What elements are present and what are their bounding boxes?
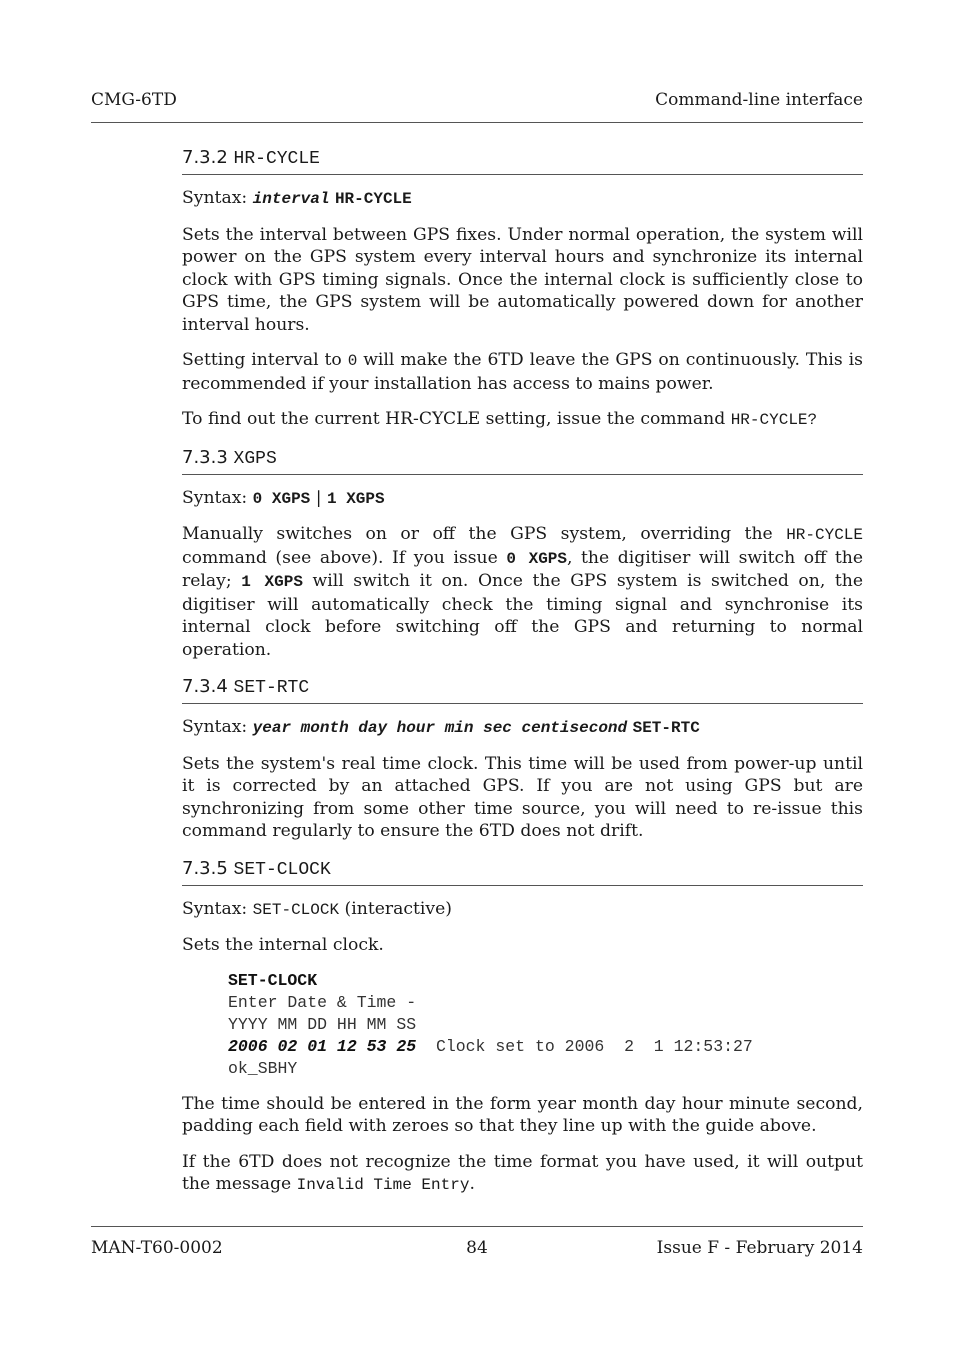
- code-output: Clock set to 2006 2 1 12:53:27: [416, 1036, 753, 1056]
- text-run: , the digitiser will switch off the relay;: [182, 547, 864, 591]
- header-doc-title: CMG-6TD: [91, 90, 177, 110]
- inline-code: 0: [347, 352, 358, 370]
- syntax-separator: |: [310, 487, 327, 508]
- text-run: Setting interval to: [182, 350, 348, 370]
- section-heading-xgps: [182, 446, 863, 475]
- text-run: command (see above). If you issue: [182, 547, 507, 568]
- text-run: Manually switches on or off the GPS system, overriding the: [182, 524, 787, 544]
- inline-code: HR-CYCLE?: [730, 411, 818, 429]
- page-header: [91, 90, 863, 123]
- code-line: ok_SBHY: [228, 1058, 298, 1078]
- syntax-command: 0 XGPS: [252, 489, 311, 508]
- syntax-command: SET-CLOCK: [252, 900, 340, 919]
- syntax-line-set-clock: [182, 898, 863, 922]
- page-footer: [91, 1226, 863, 1267]
- section-command: SET-RTC: [233, 678, 310, 698]
- section-number: 7.3.5: [182, 857, 228, 879]
- paragraph: Sets the internal clock.: [182, 935, 384, 955]
- paragraph: The time should be entered in the form year month day hour minute second, padding each field with zeroes so that they line up with the guide above.: [182, 1093, 863, 1136]
- syntax-line-hr-cycle: [182, 187, 863, 211]
- footer-doc-number: MAN-T60-0002: [91, 1238, 223, 1258]
- syntax-command: HR-CYCLE: [334, 190, 412, 208]
- inline-code: 1 XGPS: [241, 573, 303, 591]
- section-number: 7.3.4: [182, 676, 228, 697]
- inline-code: 0 XGPS: [506, 549, 567, 568]
- syntax-command: 1 XGPS: [326, 489, 385, 508]
- syntax-label: Syntax:: [182, 487, 253, 508]
- section-command: HR-CYCLE: [233, 149, 320, 169]
- header-chapter-title: Command-line interface: [655, 90, 863, 110]
- code-line: YYYY MM DD HH MM SS: [228, 1014, 417, 1034]
- text-run: will switch it on. Once the GPS system is switched on, the digitiser will automatically check the timing signal and synchronise its internal clock before switching off the GPS and returning to normal operation.: [182, 571, 864, 660]
- syntax-argument: interval: [252, 190, 330, 208]
- paragraph: [182, 523, 863, 661]
- paragraph: [182, 408, 863, 432]
- footer-page-number: 84: [466, 1238, 488, 1258]
- paragraph: Sets the system's real time clock. This time will be used from power-up until it is corrected by an attached GPS. If you are not using GPS but are synchronizing from some other time source, you will need to re-issue this command regularly to ensure the 6TD does not drift.: [182, 753, 863, 841]
- syntax-line-xgps: [182, 487, 863, 511]
- section-command: SET-CLOCK: [233, 859, 331, 880]
- paragraph: Sets the interval between GPS fixes. Under normal operation, the system will power on the GPS system every interval hours and synchronize its internal clock with GPS timing signals. Once the internal clock is sufficiently close to GPS time, the GPS system will be automatically powered down for another interval hours.: [182, 224, 863, 335]
- syntax-note: (interactive): [339, 898, 452, 919]
- syntax-command: SET-RTC: [632, 719, 700, 737]
- footer-issue: Issue F - February 2014: [656, 1238, 863, 1258]
- syntax-label: Syntax:: [182, 717, 253, 737]
- section-number: 7.3.2: [182, 147, 228, 168]
- section-heading-set-rtc: [182, 675, 863, 704]
- section-heading-hr-cycle: [182, 146, 863, 175]
- section-command: XGPS: [233, 448, 277, 469]
- syntax-label: Syntax:: [182, 898, 253, 919]
- text-run: will make the 6TD leave the GPS on continuously. This is recommended if your installation has access to mains power.: [182, 350, 863, 394]
- syntax-argument: year month day hour min sec centisecond: [252, 719, 628, 737]
- section-number: 7.3.3: [182, 446, 228, 468]
- text-run: If the 6TD does not recognize the time format you have used, it will output the message: [182, 1151, 863, 1194]
- paragraph: [182, 1151, 863, 1197]
- text-run: .: [469, 1174, 475, 1194]
- syntax-line-set-rtc: [182, 716, 863, 740]
- code-line: Enter Date & Time -: [228, 992, 417, 1012]
- code-user-input: 2006 02 01 12 53 25: [228, 1036, 417, 1056]
- code-example: [228, 970, 863, 1080]
- text-run: To find out the current HR-CYCLE setting, issue the command: [182, 409, 731, 429]
- syntax-label: Syntax:: [182, 188, 253, 208]
- page-content: [182, 146, 863, 1197]
- paragraph: [182, 349, 863, 395]
- inline-code: HR-CYCLE: [786, 526, 863, 544]
- inline-code: Invalid Time Entry: [296, 1176, 470, 1194]
- code-line: SET-CLOCK: [228, 970, 318, 990]
- section-heading-set-clock: [182, 857, 863, 886]
- code-line: [228, 1036, 863, 1058]
